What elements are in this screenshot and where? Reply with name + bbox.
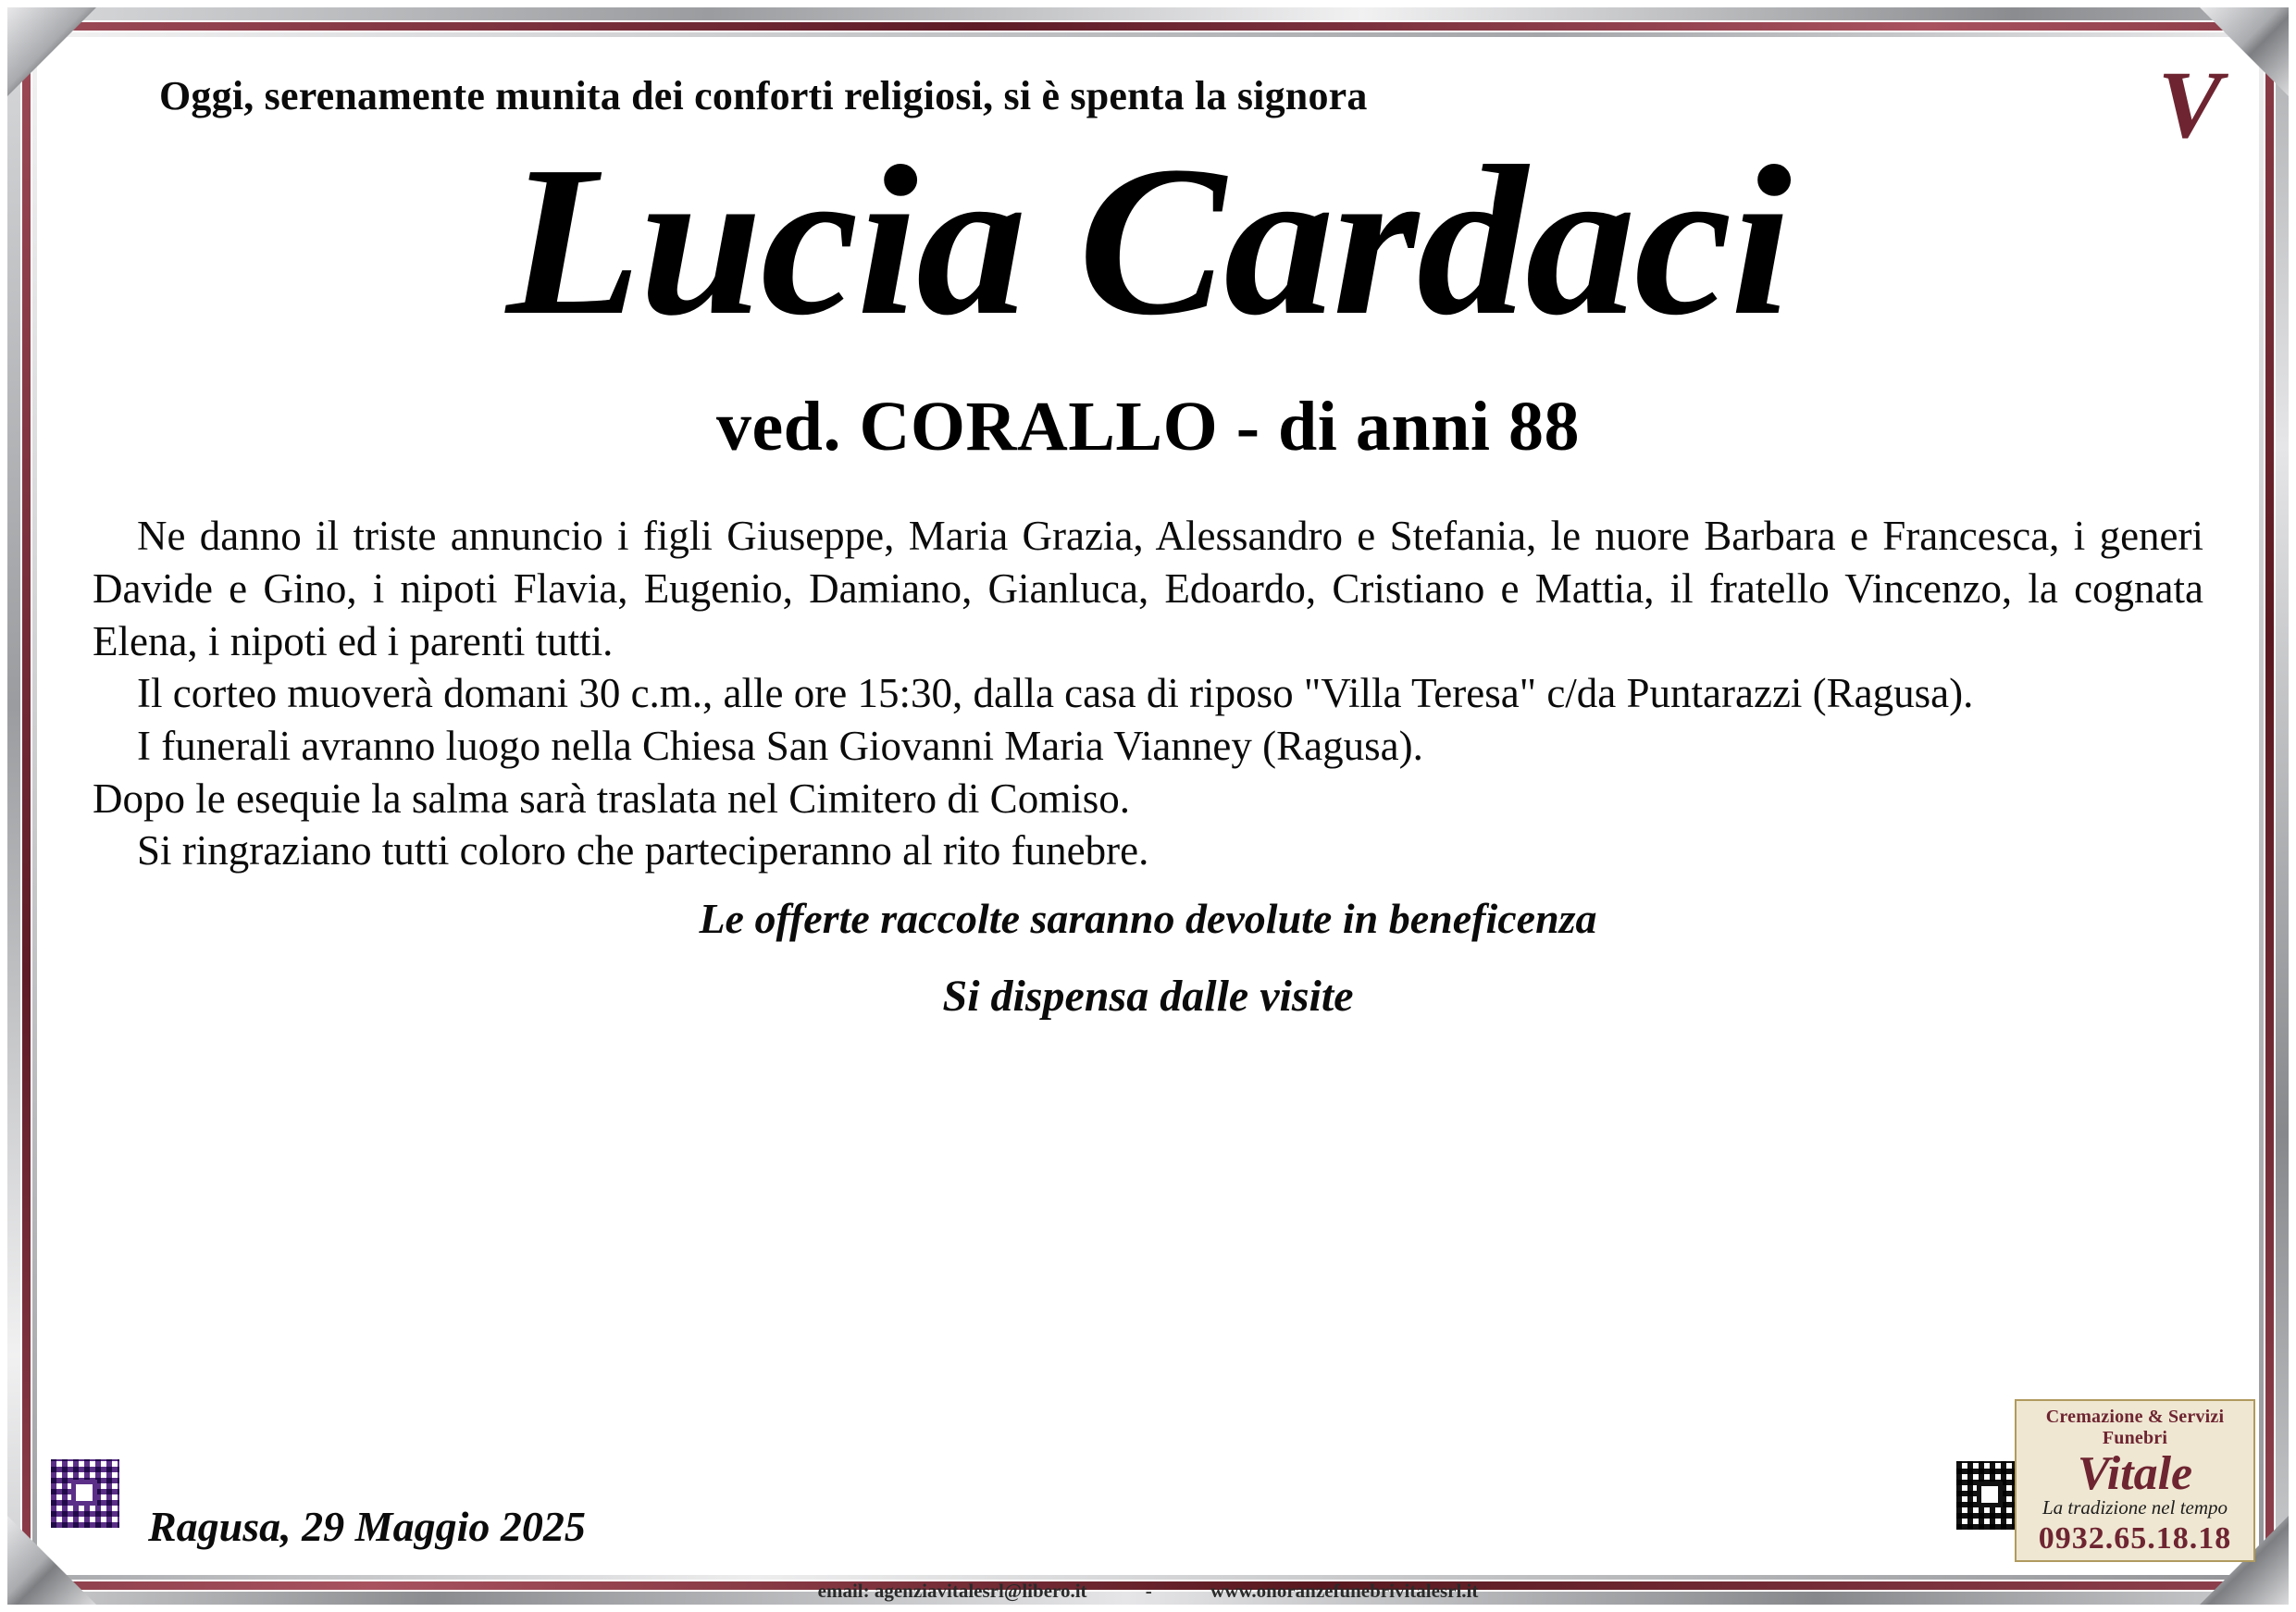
- agency-name: Vitale: [2077, 1446, 2193, 1500]
- footer-email[interactable]: email: agenziavitalesrl@libero.it: [817, 1580, 1087, 1602]
- intro-line: Oggi, serenamente munita dei conforti religiosi, si è spenta la signora: [159, 73, 1368, 118]
- deceased-name: Lucia Cardaci: [505, 122, 1791, 360]
- footer-separator: -: [1145, 1580, 1152, 1602]
- agency-services-line: Cremazione & Servizi Funebri: [2045, 1406, 2225, 1448]
- vitale-v-logo-icon: V: [2157, 52, 2220, 158]
- place-and-date: Ragusa, 29 Maggio 2025: [148, 1503, 586, 1550]
- paragraph-funeral: I funerali avranno luogo nella Chiesa San Giovanni Maria Vianney (Ragusa).: [137, 723, 1423, 770]
- poster-content: [44, 41, 2252, 1571]
- agency-phone: 0932.65.18.18: [2038, 1521, 2232, 1556]
- footer-website[interactable]: www.onoranzefunebrivitalesrl.it: [1210, 1580, 1479, 1602]
- agency-slogan: La tradizione nel tempo: [2042, 1496, 2228, 1519]
- deceased-subtitle: ved. CORALLO - di anni 88: [715, 388, 1581, 466]
- paragraph-family: Ne danno il triste annuncio i figli Giuseppe, Maria Grazia, Alessandro e Stefania, le nuore Barbara e Francesca, i generi Davide e Gino, i nipoti Flavia, Eugenio, Damiano, Gianluca, Edoardo, Cristiano e Mattia, il fratello Vincenzo, la cognata Elena, i nipoti ed i parenti tutti.: [93, 513, 2203, 664]
- announcement-body: [93, 510, 2203, 877]
- qr-code-left-icon[interactable]: [48, 1457, 122, 1531]
- note-visite: Si dispensa dalle visite: [942, 972, 1354, 1022]
- agency-logo-card[interactable]: [2015, 1399, 2255, 1562]
- note-offerte: Le offerte raccolte saranno devolute in beneficenza: [699, 895, 1597, 943]
- footer-contacts: [0, 1580, 2296, 1603]
- paragraph-burial: Dopo le esequie la salma sarà traslata nel Cimitero di Comiso.: [93, 775, 1130, 822]
- paragraph-thanks: Si ringraziano tutti coloro che parteciperanno al rito funebre.: [137, 827, 1149, 874]
- paragraph-procession: Il corteo muoverà domani 30 c.m., alle ore 15:30, dalla casa di riposo "Villa Teresa" c/da Puntarazzi (Ragusa).: [137, 670, 1974, 717]
